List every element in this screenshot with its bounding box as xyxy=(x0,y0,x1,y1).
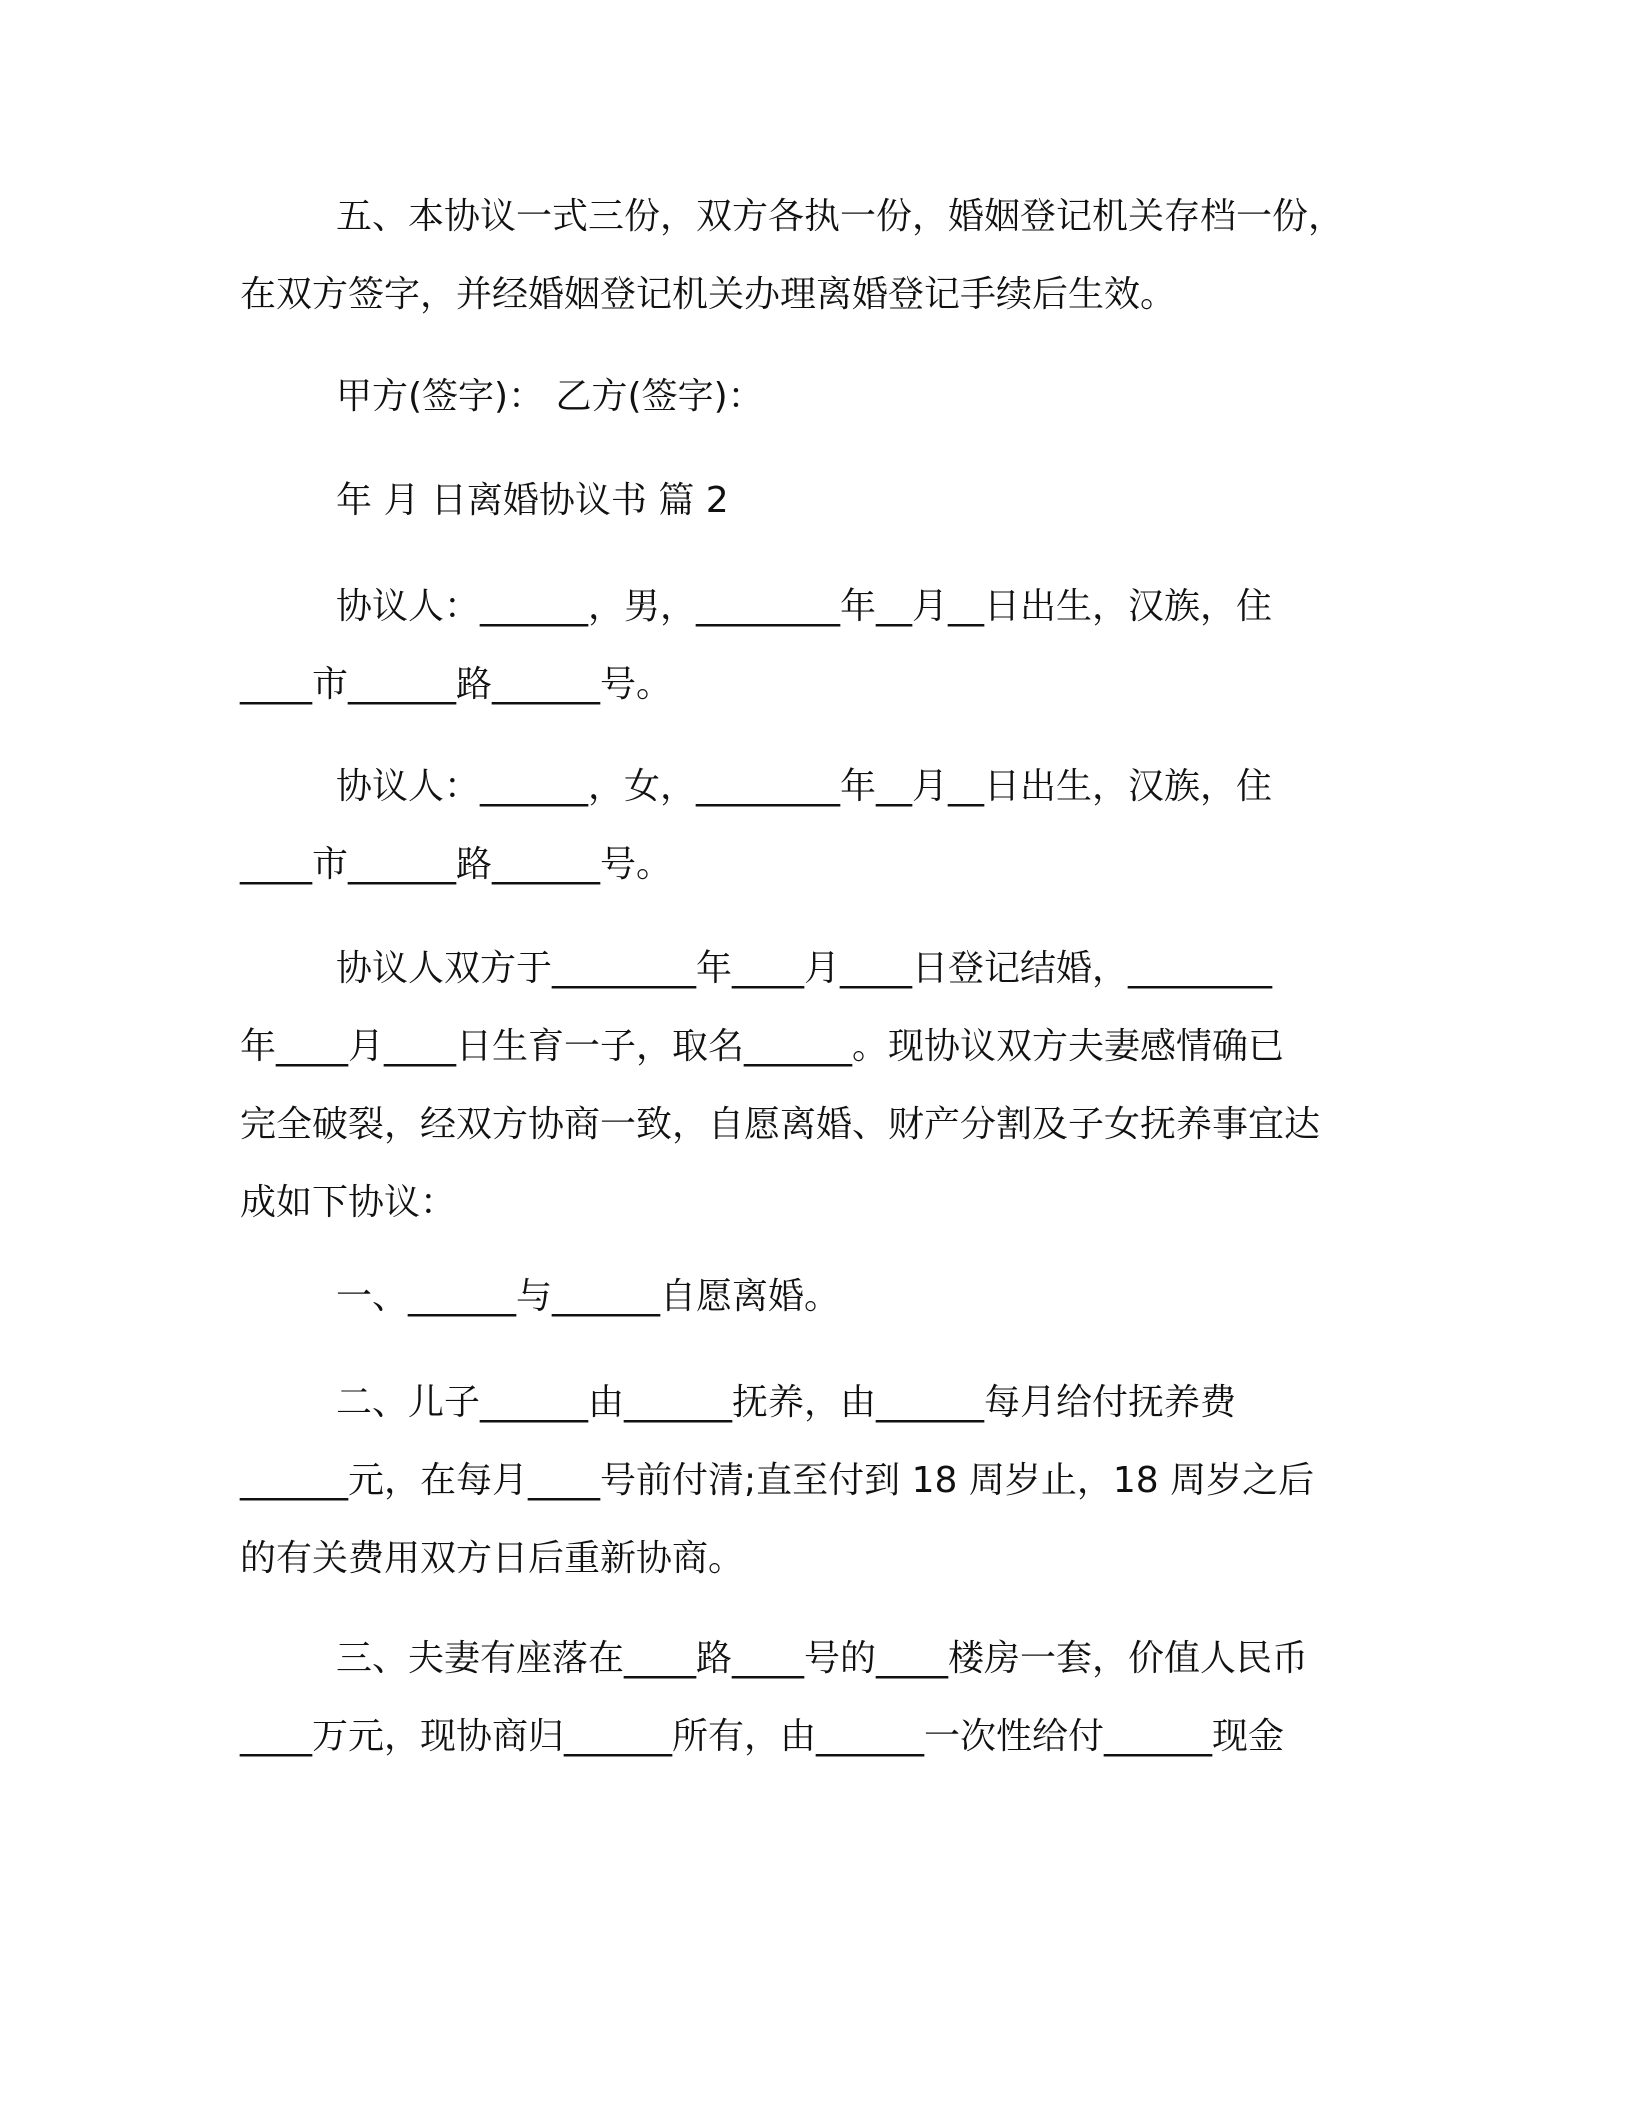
paragraph-signatures xyxy=(240,358,1390,436)
text-line: 协议人：______，女，________年__月__日出生，汉族，住 xyxy=(336,766,1273,807)
text-line: 三、夫妻有座落在____路____号的____楼房一套，价值人民币 xyxy=(336,1638,1309,1679)
text-line: 在双方签字，并经婚姻登记机关办理离婚登记手续后生效。 xyxy=(240,274,1177,315)
text-line: ____市______路______号。 xyxy=(240,844,673,885)
paragraph-clause-five xyxy=(240,178,1390,334)
paragraph-party-male xyxy=(240,568,1390,724)
text-line: 二、儿子______由______抚养，由______每月给付抚养费 xyxy=(336,1382,1237,1423)
text-line: 一、______与______自愿离婚。 xyxy=(336,1276,841,1317)
text-line: 成如下协议： xyxy=(240,1182,457,1223)
paragraph-party-female xyxy=(240,748,1390,904)
text-line: 协议人双方于________年____月____日登记结婚，________ xyxy=(336,948,1273,989)
text-line: 的有关费用双方日后重新协商。 xyxy=(240,1538,745,1579)
paragraph-marriage-info xyxy=(240,930,1390,1242)
text-line: 完全破裂，经双方协商一致，自愿离婚、财产分割及子女抚养事宜达 xyxy=(240,1104,1321,1145)
text-line: ____万元，现协商归______所有，由______一次性给付______现金 xyxy=(240,1716,1285,1757)
section-heading xyxy=(240,462,1390,540)
text-line: 五、本协议一式三份，双方各执一份，婚姻登记机关存档一份， xyxy=(336,196,1345,237)
text-line: 年____月____日生育一子，取名______。现协议双方夫妻感情确已 xyxy=(240,1026,1285,1067)
text-line: 年 月 日离婚协议书 篇 2 xyxy=(336,480,729,521)
paragraph-clause-one xyxy=(240,1258,1390,1336)
paragraph-clause-three xyxy=(240,1620,1390,1776)
text-line: ____市______路______号。 xyxy=(240,664,673,705)
text-line: ______元，在每月____号前付清;直至付到 18 周岁止，18 周岁之后 xyxy=(240,1460,1315,1501)
text-line: 甲方(签字)： 乙方(签字)： xyxy=(336,376,764,417)
text-line: 协议人：______，男，________年__月__日出生，汉族，住 xyxy=(336,586,1273,627)
paragraph-clause-two xyxy=(240,1364,1390,1598)
